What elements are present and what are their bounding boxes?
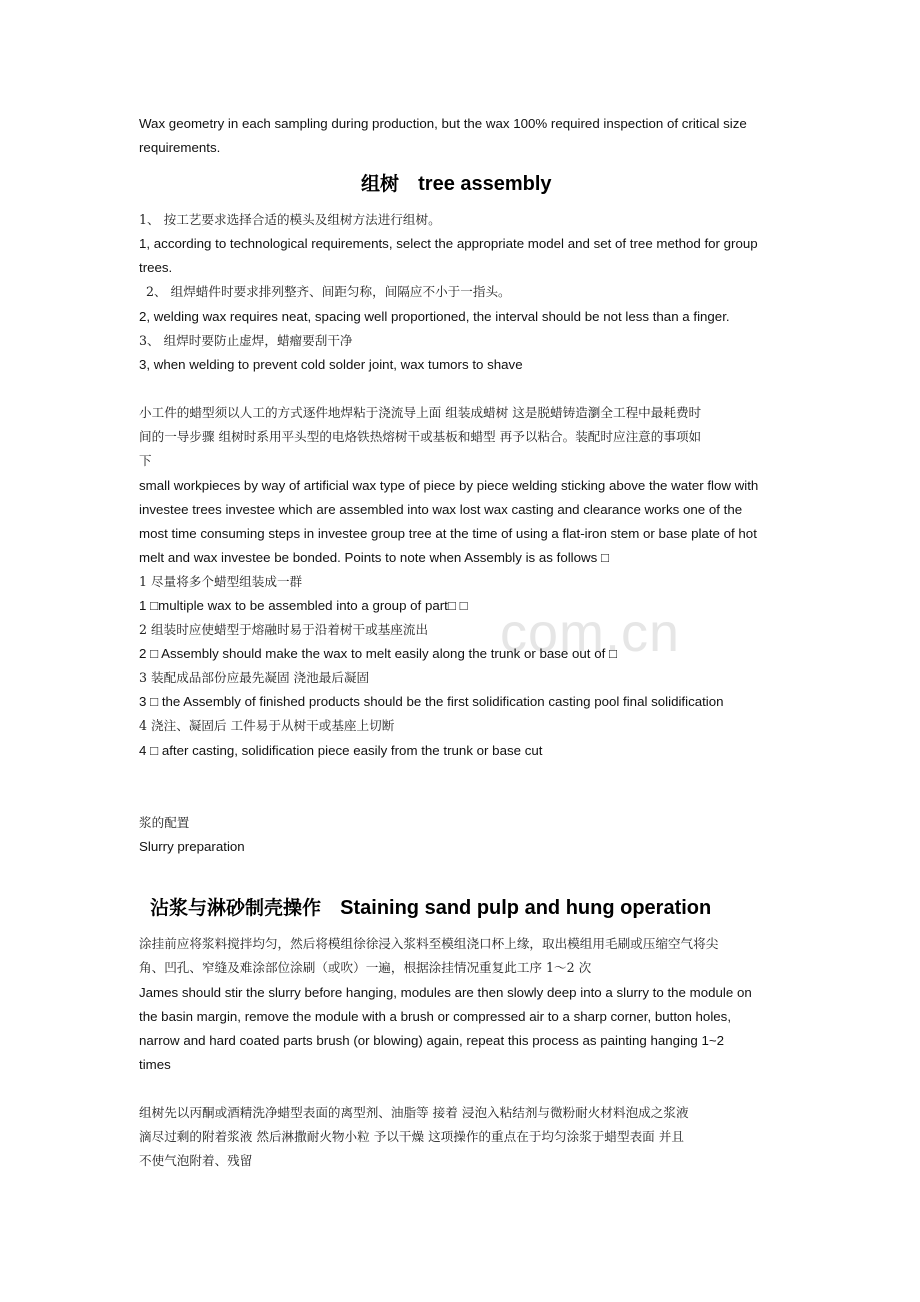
point-line: 1 □multiple wax to be assembled into a group of part□ □ — [139, 598, 468, 613]
paragraph-en-line: James should stir the slurry before hanging, modules are then slowly deep into a slurry to the module on — [139, 985, 752, 1000]
heading-en: tree assembly — [418, 173, 552, 195]
point-line: 1 尽量将多个蜡型组装成一群 — [139, 574, 303, 589]
paragraph-zh-line: 间的一导步骤 组树时系用平头型的电烙铁热熔树干或基板和蜡型 再予以粘合。装配时应注意的事项如 — [139, 429, 702, 444]
point-line: 4 浇注、凝固后 工件易于从树干或基座上切断 — [139, 718, 395, 733]
list-item: 2, welding wax requires neat, spacing well proportioned, the interval should be not less than a finger. — [139, 309, 730, 324]
section-heading-staining — [150, 896, 711, 920]
paragraph-en-line: the basin margin, remove the module with a brush or compressed air to a sharp corner, button holes, — [139, 1009, 732, 1024]
watermark: com.cn — [500, 603, 681, 663]
point-line: 3 装配成品部份应最先凝固 浇池最后凝固 — [139, 670, 370, 685]
paragraph-en-line: times — [139, 1057, 171, 1072]
heading-zh: 沾浆与淋砂制壳操作 — [150, 897, 322, 919]
point-line: 4 □ after casting, solidification piece easily from the trunk or base cut — [139, 743, 543, 758]
paragraph-en-line: most time consuming steps in investee group tree at the time of using a flat-iron stem or base plate of hot — [139, 526, 757, 541]
paragraph-zh-line: 涂挂前应将浆料搅拌均匀，然后将模组徐徐浸入浆料至模组浇口杯上缘，取出模组用毛刷或压缩空气将尖 — [139, 936, 719, 951]
paragraph-zh-line: 滴尽过剩的附着浆液 然后淋撒耐火物小粒 予以干燥 这项操作的重点在于均匀涂浆于蜡型表面 并且 — [139, 1129, 684, 1144]
list-item: 3、 组焊时要防止虚焊，蜡瘤要刮干净 — [139, 333, 353, 348]
paragraph-zh-line: 小工件的蜡型须以人工的方式逐件地焊粘于浇流导上面 组装成蜡树 这是脱蜡铸造瀏全工程中最耗费时 — [139, 405, 702, 420]
intro-line-2: requirements. — [139, 140, 221, 155]
point-line: 3 □ the Assembly of finished products should be the first solidification casting pool final solidification — [139, 694, 724, 709]
intro-line-1: Wax geometry in each sampling during production, but the wax 100% required inspection of critical size — [139, 116, 747, 131]
point-line: 2 □ Assembly should make the wax to melt easily along the trunk or base out of □ — [139, 646, 618, 661]
paragraph-en-line: melt and wax investee be bonded. Points to note when Assembly is as follows □ — [139, 550, 609, 565]
list-item: 1, according to technological requirements, select the appropriate model and set of tree method for group — [139, 236, 758, 251]
paragraph-en-line: small workpieces by way of artificial wax type of piece by piece welding sticking above the water flow with — [139, 478, 759, 493]
section-heading-tree-assembly — [361, 172, 552, 196]
list-item: trees. — [139, 260, 173, 275]
list-item: 2、 组焊蜡件时要求排列整齐、间距匀称，间隔应不小于一指头。 — [146, 284, 511, 299]
heading-en: Staining sand pulp and hung operation — [340, 897, 712, 919]
heading-zh: 组树 — [361, 173, 400, 195]
list-item: 3, when welding to prevent cold solder joint, wax tumors to shave — [139, 357, 523, 372]
paragraph-en-line: narrow and hard coated parts brush (or blowing) again, repeat this process as painting hanging 1~2 — [139, 1033, 725, 1048]
paragraph-zh-line: 角、凹孔、窄缝及难涂部位涂刷（或吹）一遍，根据涂挂情况重复此工序 1～2 次 — [139, 960, 592, 975]
point-line: 2 组装时应使蜡型于熔融时易于沿着树干或基座流出 — [139, 622, 429, 637]
paragraph-zh-line: 不使气泡附着、残留 — [139, 1153, 253, 1168]
paragraph-zh-line: 下 — [139, 453, 152, 468]
list-item: 1、 按工艺要求选择合适的模头及组树方法进行组树。 — [139, 212, 441, 227]
paragraph-zh-line: 组树先以丙酮或酒精洗净蜡型表面的离型剂、油脂等 接着 浸泡入粘结剂与微粉耐火材料泡成之浆液 — [139, 1105, 689, 1120]
slurry-heading-en: Slurry preparation — [139, 839, 245, 854]
slurry-heading-zh: 浆的配置 — [139, 815, 190, 830]
paragraph-en-line: investee trees investee which are assembled into wax lost wax casting and clearance works one of the — [139, 502, 743, 517]
